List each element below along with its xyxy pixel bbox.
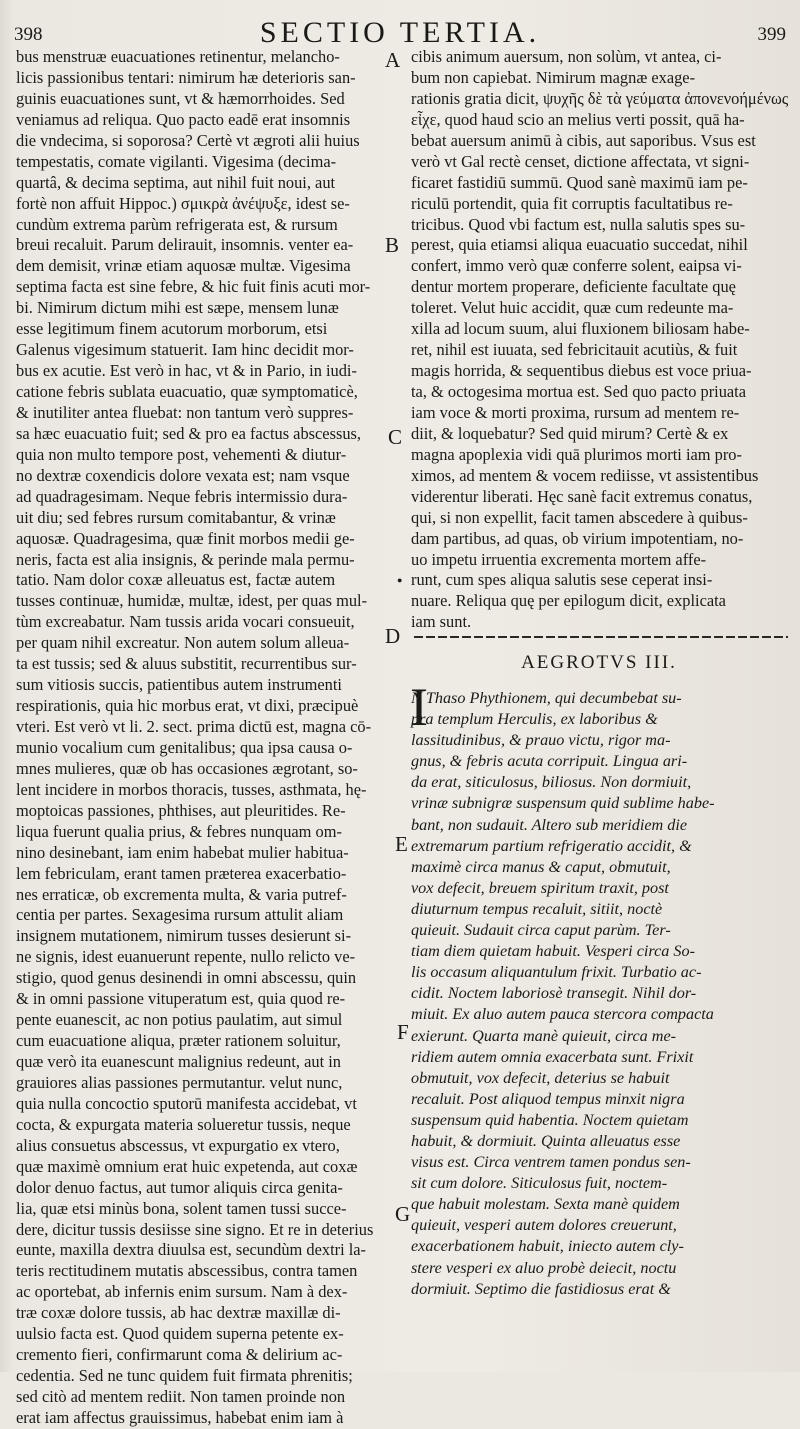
text-line: dere, dicitur tussis desiisse sine signo. Et re in deterius [16,1219,374,1239]
text-line: breui recaluit. Parum delirauit, insomnis. venter ea- [16,235,354,255]
text-line: bant, non sudauit. Altero sub meridiem die [411,815,688,834]
text-line: que habuit molestam. Sexta manè quidem [411,1195,680,1214]
text-line: per quam nihil excreatur. Non autem solum alleua- [16,633,350,653]
text-line: quæ verò ita euanescunt malignius redeunt, aut in [16,1052,341,1071]
text-line: centia per partes. Sexagesima rursum attulit aliam [16,905,344,925]
text-line: mnes mulieres, quæ ob has occasiones ægrotant, so- [16,758,358,778]
section-rule [414,636,788,638]
text-line: verò vt Gal rectè censet, dictione affectata, vt signi- [411,151,750,171]
text-line: visus est. Circa ventrem tamen pondus sen- [411,1153,691,1172]
text-line: dem demisit, vrinæ etiam aquosæ multæ. Vigesima [16,256,351,276]
text-line: tatio. Nam dolor coxæ alleuatus est, factæ autem [16,570,336,590]
text-line: miuit. Ex aluo autem pauca stercora compacta [411,1005,714,1024]
text-line: esse legitimum finem acutorum morborum, etsi [16,319,328,339]
text-line: tempestatis, comate vigilanti. Vigesima (decima- [16,151,337,171]
text-line: iam voce & morti proxima, rursum ad mentem re- [411,402,740,422]
text-line: pra templum Herculis, ex laboribus & [411,710,658,729]
text-line: dentur mortem properare, deficiente facultate quę [411,277,736,297]
text-line: ne signis, idest euanuerunt repente, nullo relicto ve- [16,947,356,967]
text-line: insignem mutationem, nimirum tusses desierunt si- [16,926,352,946]
text-line: licis passionibus tentari: nimirum hæ deterioris san- [16,67,356,87]
text-line: cocta, & expurgata materia solueretur tussis, neque [16,1114,351,1134]
text-line: sum vitiosis succis, patientibus autem instrumenti [16,675,342,695]
text-line: bi. Nimirum dictum mihi est sæpe, mensem lunæ [16,298,339,318]
text-line: & inutiliter antea fluebat: non tantum verò suppres- [16,402,354,422]
text-line: lia, quæ etsi minùs bona, solent tamen tussi succe- [16,1198,347,1218]
ornament-dot: ● [397,575,403,585]
text-line: extremarum partium refrigeratio accidit, & [411,836,692,855]
text-line: quartâ, & decima septima, aut nihil fuit noui, aut [16,172,336,192]
text-line: Galenus vigesimum statuerit. Iam hinc decidit mor- [16,340,354,360]
text-line: ac oportebat, ab infernis enim sursum. Nam à dex- [16,1282,348,1302]
margin-letter-f: F [397,1020,409,1044]
text-line: sed citò ad mentem rediit. Non tamen proinde non [16,1387,346,1406]
text-line: confert, immo verò quæ conferre solent, eaipsa vi- [411,256,742,276]
margin-letter-e: E [395,832,408,856]
text-line: tusses continuæ, humidæ, multæ, idest, per quas mul- [16,591,368,611]
text-line: perest, quia etiamsi aliqua euacuatio succedat, nihil [411,235,748,255]
text-line: stigio, quod genus desinendi in omni abscessu, quin [16,968,357,988]
text-line: lem febriculam, erant tamen præterea exacerbatio- [16,863,347,883]
text-line: magna apoplexia vidi quā plurimos morti iam pro- [411,444,742,464]
text-line: ret, nihil est iuuata, sed febricitauit acutiùs, & fuit [411,340,738,360]
text-line: ta, & octogesima mortua est. Sed quo pacto priuata [411,382,747,401]
text-line: quia nulla concoctio sputorū manifesta accidebat, vt [16,1093,357,1113]
text-line: dam partibus, ad quas, ob virium impotentiam, no- [411,528,744,548]
text-line: exierunt. Quarta manè quieuit, circa me- [411,1026,677,1045]
margin-letter-b: B [385,233,400,257]
text-line: ad quadragesimam. Neque febris intermissio dura- [16,486,348,506]
text-line: diit, & loquebatur? Sed quid mirum? Certè & ex [411,423,729,443]
text-line: qui, si non expellit, facit tamen abscedere à quibus- [411,507,748,527]
text-line: & in omni passione vituperatum est, quia quod re- [16,989,346,1009]
drop-cap: I [410,677,428,737]
text-line: nuare. Reliqua quę per epilogum dicit, explicata [411,591,726,611]
text-line: vteri. Est verò vt li. 2. sect. prima dictū est, magna cō- [16,717,372,736]
text-line: pente euanescit, ac non potius paulatim, aut simul [16,1010,343,1030]
text-line: N Thaso Phythionem, qui decumbebat su- [411,689,682,707]
text-line: quia non multo tempore post, vehementi & diutur- [16,444,347,464]
text-line: da erat, siticulosus, biliosus. Non dormiuit, [411,773,692,792]
text-line: respirationis, quia hic morbus erat, vt dixi, præcipuè [16,696,359,716]
text-line: maximè circa manus & caput, obmutuit, [411,857,671,876]
text-line: ridiem autem omnia exacerbata sunt. Frixit [411,1047,694,1066]
text-line: ficaret fastidiū summū. Quod sanè maximū iam pe- [411,172,748,192]
text-line: munio vocalium cum genitalibus; qua ipsa causa o- [16,737,353,757]
text-line: quæ maximè omnium erat huic expetenda, aut coxæ [16,1156,358,1176]
text-line: bus ex acutie. Est verò in hac, vt & in Pario, in iudi- [16,361,357,381]
text-line: εἶχε, quod haud scio an melius verti possit, quā ha- [411,109,745,129]
text-line: lent incidere in morbos thoracis, tusses, asthmata, hę- [16,779,367,799]
text-line: diuturnum tempus recaluit, sitiit, noctè [411,899,663,918]
text-line: riculū portendit, quia fit corruptis facultatibus re- [411,193,733,213]
text-line: cedentia. Sed ne tunc quidem fuit firmata phrenitis; [16,1366,353,1386]
text-line: fortè non affuit Hippoc.) σμικρὰ ἀνέψυξε, idest se- [16,193,350,213]
text-line: viderentur liberati. Hęc sanè facit extremus conatus, [411,486,753,506]
text-line: ta est tussis; sed & aluus substitit, recurrentibus sur- [16,654,357,674]
text-line: cum euacuatione aliqua, præter rationem soluitur, [16,1031,341,1051]
right-column-bottom [411,688,787,1300]
text-line: quieuit. Sudauit circa caput parùm. Ter- [411,921,671,940]
right-column-top [411,47,787,633]
text-line: aquosæ. Quadragesima, quæ finit morbos medii ge- [16,528,355,548]
text-line: catione febris sublata euacuatio, quæ symptomaticè, [16,382,358,401]
text-line: cundùm extrema parùm refrigerata est, & rursum [16,214,338,234]
margin-letter-a: A [385,48,401,72]
text-line: stere vesperi ex aluo probè deiecit, noctu [411,1258,677,1277]
text-line: erat iam affectus grauissimus, habebat enim iam à [16,1407,344,1427]
text-line: bus menstruæ euacuationes retinentur, melancho- [16,47,340,66]
text-line: uulsio facta est. Quod quidem superna petente ex- [16,1324,344,1344]
text-line: nino desinebant, iam enim habebat mulier habitua- [16,842,349,862]
text-line: magis horrida, & sequentibus diebus est voce priua- [411,361,752,381]
running-head: SECTIO TERTIA. [259,16,541,49]
text-line: habuit, & dormiuit. Quinta alleuatus esse [411,1131,681,1150]
margin-letter-d: D [385,624,401,648]
text-line: dormiuit. Septimo die fastidiosus erat & [411,1279,671,1298]
subheading: AEGROTVS III. [521,652,677,673]
text-line: bum non capiebat. Nimirum magnæ exage- [411,67,696,87]
text-line: veniamus ad reliqua. Quo pacto eadē erat insomnis [16,109,351,129]
text-line: vox defecit, breuem spiritum traxit, post [411,878,669,897]
text-line: vrinæ subnigræ suspensum quid sublime habe- [411,794,715,813]
text-line: quieuit, vesperi autem dolores creuerunt, [411,1216,677,1235]
text-line: træ coxæ dolore tussis, ab hac dextræ maxillæ di- [16,1303,341,1323]
text-line: grauiores alias passiones permutantur. velut nunc, [16,1072,343,1092]
left-column [16,47,384,1429]
text-line: bebat auersum animū à cibis, aut saporibus. Vsus est [411,130,756,150]
text-line: guinis euacuationes sunt, vt & hæmorrhoides. Sed [16,88,345,108]
text-line: moptoicas passiones, phthises, aut pleuritides. Re- [16,800,346,820]
text-line: uo impetu irruentia excrementa mortem affe- [411,549,707,569]
text-line: tiam diem quietam habuit. Vesperi circa So- [411,942,695,961]
page-number-left: 398 [14,24,43,45]
text-line: no dextræ coxendicis dolore vexata est; nam vsque [16,465,350,485]
text-line: rationis gratia dicit, ψυχῆς δὲ τὰ γεύματα ἀπονενοήμένως [411,88,789,108]
text-line: tricibus. Quod vbi factum est, nulla salutis spes su- [411,214,746,234]
text-line: cremento fieri, confirmarunt coma & delirium ac- [16,1345,343,1365]
page-number-right: 399 [757,24,786,45]
text-line: cidit. Noctem laboriosè transegit. Nihil dor- [411,984,697,1003]
text-line: lis occasum aliquantulum frixit. Turbatio ac- [411,963,702,982]
text-line: alius consuetus abscessus, vt expurgatio ex vtero, [16,1135,340,1155]
text-line: sa hæc euacuatio fuit; sed & pro ea factus abscessus, [16,423,362,443]
margin-letter-g: G [395,1202,411,1226]
text-line: ximos, ad mentem & vocem rediisse, vt assistentibus [411,465,759,485]
text-line: obmutuit, vox defecit, deterius se habuit [411,1068,670,1087]
text-line: xilla ad locum suum, alui fluxionem biliosam habe- [411,319,750,339]
text-line: recaluit. Post aliquod tempus minxit nigra [411,1089,685,1108]
text-line: eunte, maxilla dextra diuulsa est, secundùm dextri la- [16,1240,367,1260]
text-line: nes erraticæ, ob excrementa multa, & varia putref- [16,884,347,904]
text-line: uit diu; sed febres rursum comitabantur, & vrinæ [16,507,336,527]
text-line: dolor denuo factus, aut tumor aliquis circa genita- [16,1177,343,1197]
text-line: lassitudinibus, & prauo victu, rigor ma- [411,731,671,750]
text-line: exacerbationem habuit, iniecto autem cly- [411,1237,684,1256]
text-line: septima facta est sine febre, & hic fuit finis acuti mor- [16,277,371,297]
text-line: sit cum dolore. Siticulosus fuit, noctem- [411,1174,668,1193]
text-line: suspensum quid habentia. Noctem quietam [411,1110,689,1129]
text-line: neris, facta est alia insignis, & perinde mala permu- [16,549,355,569]
text-line: cibis animum auersum, non solùm, vt antea, ci- [411,47,722,66]
text-line: gnus, & febris acuta corripuit. Lingua ari- [411,752,688,771]
text-line: runt, cum spes aliqua salutis sese ceperat insi- [411,570,713,590]
text-line: iam sunt. [411,612,472,632]
text-line: teris rectitudinem mutatis abscessibus, contra tamen [16,1261,358,1281]
text-line: liqua fuerunt qualia prius, & febres nunquam om- [16,821,342,841]
text-line: die vndecima, si soporosa? Certè vt ægroti alii huius [16,130,360,150]
margin-letter-c: C [388,425,403,449]
text-line: tùm excreabatur. Nam tussis arida vocari consueuit, [16,612,355,632]
text-line: toleret. Velut huic accidit, quæ cum redeunte ma- [411,298,734,318]
